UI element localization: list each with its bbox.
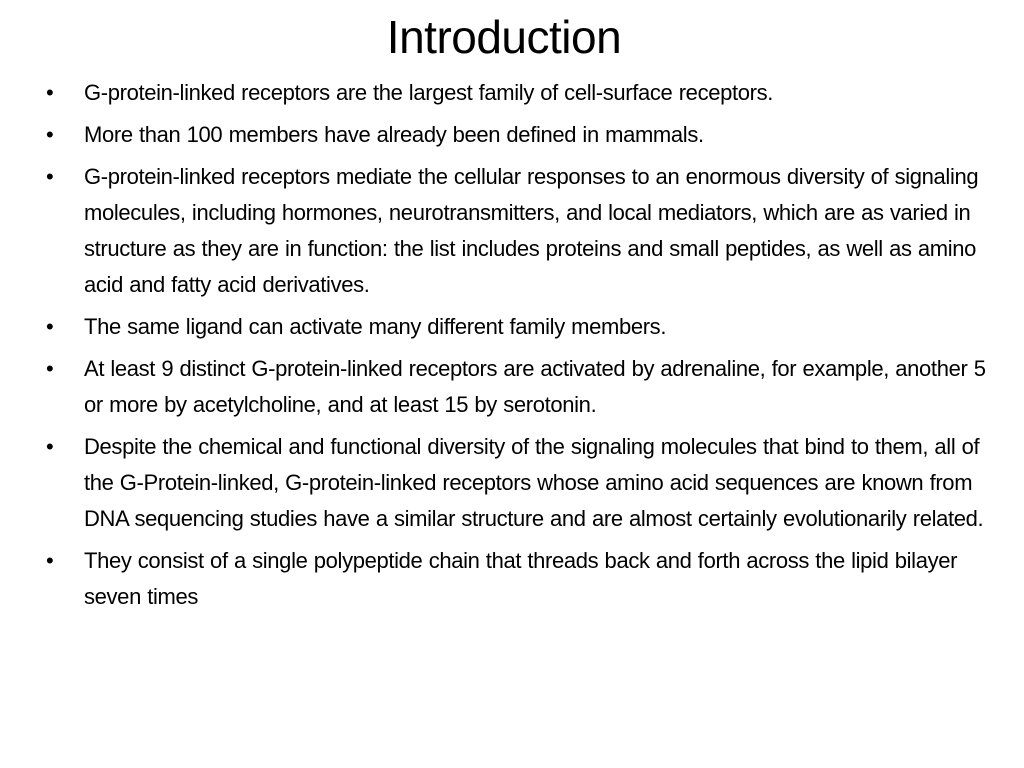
bullet-text-3: G-protein-linked receptors mediate the cellular responses to an enormous diversity of signaling molecules, including hormones, neurotransmitters, and local mediators, which are as varied in structure as they are in function: the list includes proteins and small peptides, as well as amino acid and fatty acid derivatives. [84,164,979,297]
bullet-text-6: Despite the chemical and functional diversity of the signaling molecules that bind to them, all of the G-Protein-linked, G-protein-linked receptors whose amino acid sequences are known from DNA sequencing studies have a similar structure and are almost certainly evolutionarily related. [84,434,984,531]
bullet-text-7: They consist of a single polypeptide chain that threads back and forth across the lipid bilayer seven times [84,548,958,609]
bullet-text-1: G-protein-linked receptors are the largest family of cell-surface receptors. [84,80,774,105]
bullet-item-1 [46,75,986,111]
bullet-text-5: At least 9 distinct G-protein-linked receptors are activated by adrenaline, for example, another 5 or more by acetylcholine, and at least 15 by serotonin. [84,356,986,417]
bullet-dot-icon: • [46,356,54,381]
bullet-item-7 [46,543,986,615]
bullet-dot-icon: • [46,164,54,189]
bullet-dot-icon: • [46,80,54,105]
bullet-dot-icon: • [46,122,54,147]
bullet-text-2: More than 100 members have already been defined in mammals. [84,122,704,147]
bullet-item-3 [46,159,986,303]
bullet-dot-icon: • [46,434,54,459]
bullet-dot-icon: • [46,548,54,573]
bullet-item-4 [46,309,986,345]
bullet-item-2 [46,117,986,153]
bullet-item-6 [46,429,986,537]
slide-title: Introduction [386,11,622,63]
bullet-item-5 [46,351,986,423]
bullet-text-4: The same ligand can activate many different family members. [84,314,667,339]
bullet-list [46,75,986,621]
bullet-dot-icon: • [46,314,54,339]
